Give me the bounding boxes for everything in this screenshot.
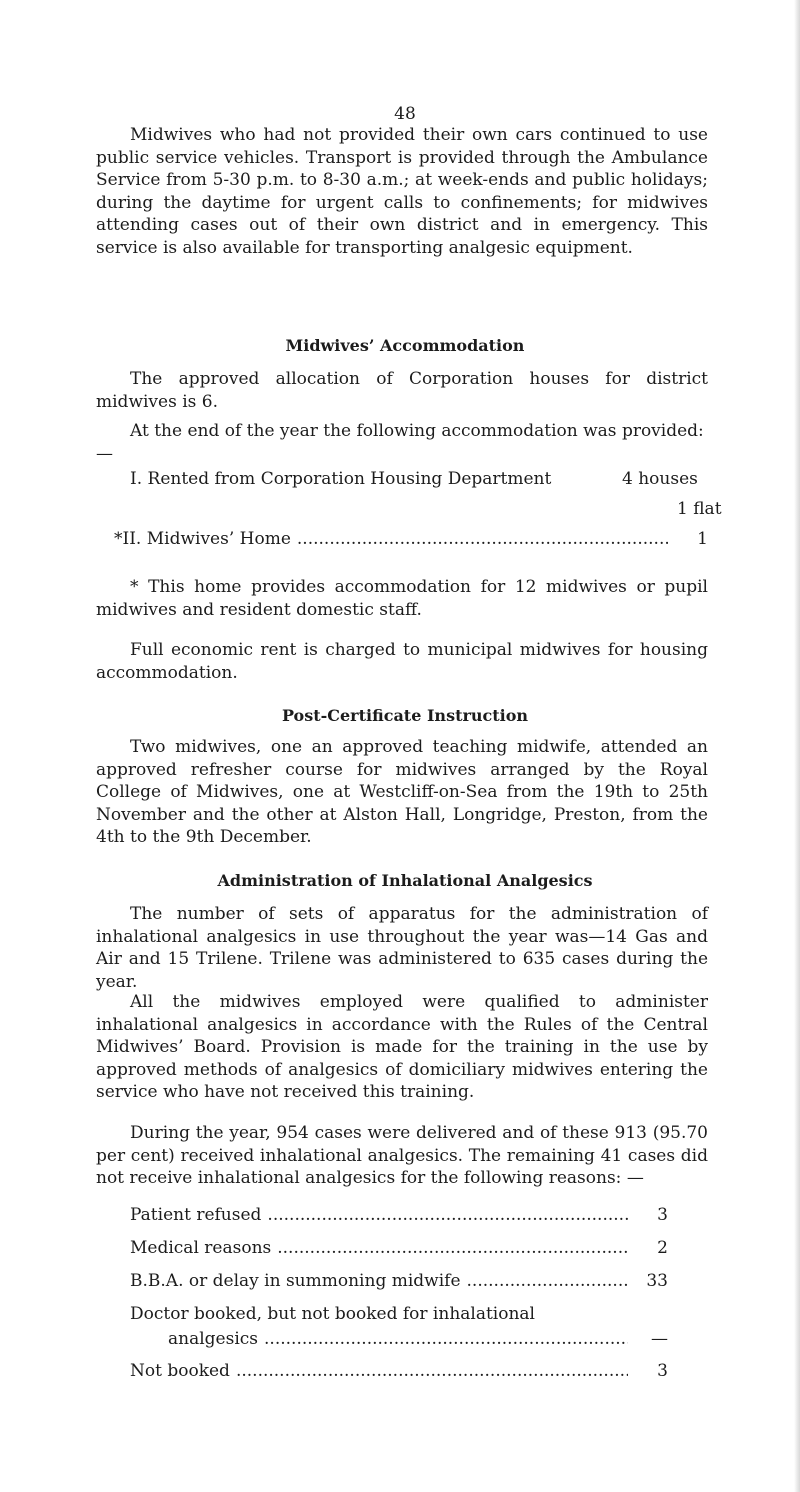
reason-label-continued: analgesics bbox=[168, 1329, 259, 1349]
analgesics-paragraph-2: All the midwives employed were qualified to administer inhalational analgesics in accordance with the Rules of the Central Midwives’ Board. Provision is made for the training in the use by approved methods of analgesics of domiciliary midwives entering the service who have not received this training. bbox=[96, 992, 708, 1102]
reason-value: 33 bbox=[646, 1271, 668, 1291]
midwives-home-value: 1 bbox=[697, 529, 708, 549]
reason-label: Medical reasons bbox=[130, 1238, 272, 1258]
reason-value: 2 bbox=[657, 1238, 668, 1258]
reason-label: Patient refused bbox=[130, 1205, 262, 1225]
reason-value: 3 bbox=[657, 1205, 668, 1225]
reason-row bbox=[130, 1360, 668, 1382]
accommodation-paragraph-1: The approved allocation of Corporation houses for district midwives is 6. bbox=[96, 369, 708, 412]
transport-paragraph: Midwives who had not provided their own cars continued to use public service vehicles. Transport is provided through the Ambulance Service from 5-30 p.m. to 8-30 a.m.; at week-ends and public holidays; during the daytime for urgent calls to confinements; for midwives attending cases out of their own district and in emergency. This service is also available for transporting analgesic equipment. bbox=[96, 125, 708, 258]
accommodation-heading: Midwives’ Accommodation bbox=[285, 336, 525, 355]
reason-row bbox=[168, 1328, 668, 1350]
accommodation-paragraph-3: Full economic rent is charged to municipal midwives for housing accommodation. bbox=[96, 640, 708, 683]
page-edge-shadow bbox=[794, 0, 800, 1492]
analgesics-heading: Administration of Inhalational Analgesics bbox=[217, 871, 593, 890]
accommodation-paragraph-2: At the end of the year the following accommodation was provided: — bbox=[96, 421, 704, 464]
reason-label: B.B.A. or delay in summoning midwife bbox=[130, 1271, 461, 1291]
reason-row bbox=[130, 1237, 668, 1259]
leader-dots bbox=[461, 1270, 628, 1292]
leader-dots bbox=[291, 528, 668, 550]
page-number: 48 bbox=[394, 104, 416, 124]
reason-value: 3 bbox=[657, 1361, 668, 1381]
accommodation-footnote: * This home provides accommodation for 12 midwives or pupil midwives and resident domestic staff. bbox=[96, 577, 708, 620]
reason-row bbox=[130, 1270, 668, 1292]
rented-flat-value: 1 flat bbox=[677, 499, 722, 519]
leader-dots bbox=[230, 1360, 628, 1382]
post-certificate-paragraph: Two midwives, one an approved teaching midwife, attended an approved refresher course for midwives arranged by the Royal College of Midwives, one at Westcliff-on-Sea from the 19th to 25th November and the other at Alston Hall, Longridge, Preston, from the 4th to the 9th December. bbox=[96, 737, 708, 847]
analgesics-paragraph-3: During the year, 954 cases were delivered and of these 913 (95.70 per cent) received inhalational analgesics. The remaining 41 cases did not receive inhalational analgesics for the following reasons: — bbox=[96, 1123, 708, 1188]
midwives-home-row bbox=[114, 528, 708, 550]
reason-row bbox=[130, 1204, 668, 1226]
rented-label: I. Rented from Corporation Housing Department bbox=[130, 469, 552, 489]
analgesics-paragraph-1: The number of sets of apparatus for the administration of inhalational analgesics in use throughout the year was—14 Gas and Air and 15 Trilene. Trilene was administered to 635 cases during the year. bbox=[96, 904, 708, 992]
reason-label: Doctor booked, but not booked for inhalational bbox=[130, 1304, 535, 1324]
rented-houses-value: 4 houses bbox=[622, 469, 698, 489]
post-certificate-heading: Post-Certificate Instruction bbox=[281, 706, 529, 725]
reason-label: Not booked bbox=[130, 1361, 230, 1381]
midwives-home-label: *II. Midwives’ Home bbox=[114, 529, 291, 549]
leader-dots bbox=[261, 1204, 628, 1226]
leader-dots bbox=[271, 1237, 628, 1259]
leader-dots bbox=[258, 1328, 628, 1350]
reason-value: — bbox=[651, 1329, 668, 1349]
